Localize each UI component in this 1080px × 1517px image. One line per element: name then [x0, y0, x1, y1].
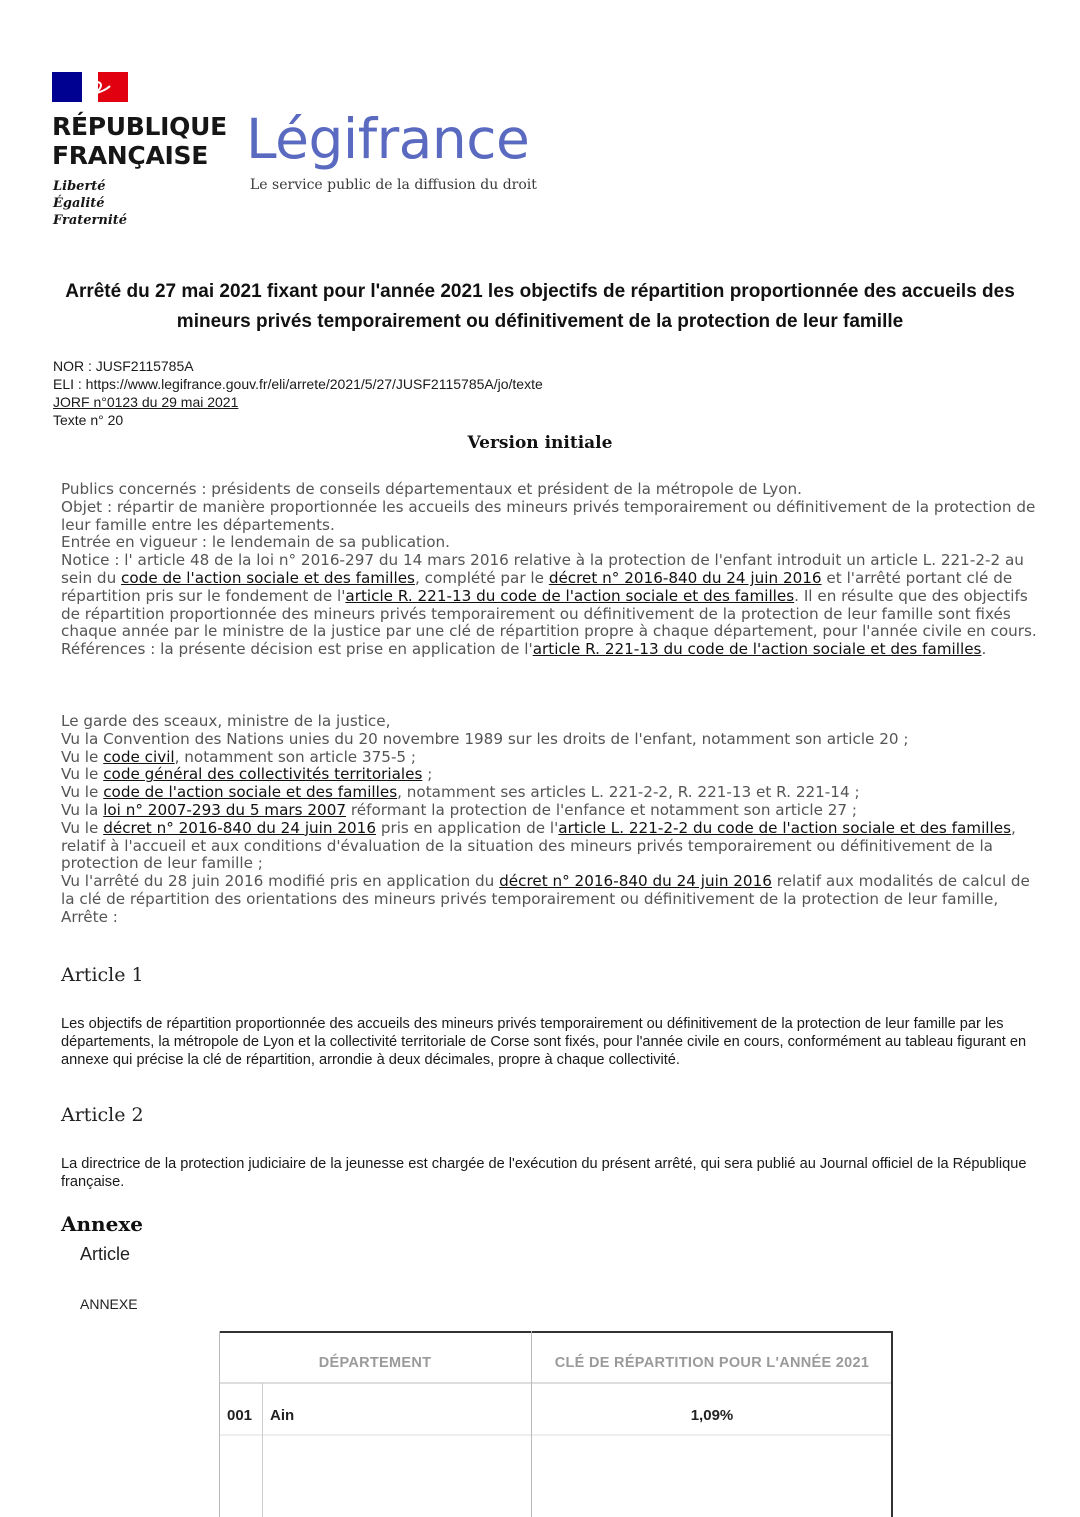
- notice-text: et l'arrêté portant clé de répartition pris sur le fondement de l': [61, 568, 1013, 605]
- repartition-table: [219, 1331, 893, 1517]
- article-1-heading: Article 1: [61, 964, 144, 986]
- header-departement: DÉPARTEMENT: [318, 1355, 432, 1371]
- annexe-article-heading: Article: [80, 1244, 131, 1264]
- row-ain-code: 001: [227, 1407, 253, 1424]
- notice-text: , complété par le: [414, 568, 549, 587]
- republic-name: RÉPUBLIQUE FRANÇAISE: [52, 112, 227, 170]
- article-l221-2-2-link[interactable]: article L. 221-2-2 du code de l'action sociale et des familles: [558, 818, 1011, 837]
- motto-egalite: Égalité: [53, 196, 105, 211]
- visa-text: Vu le: [61, 765, 104, 784]
- notice-text: . Il en résulte que des objectifs de répartition proportionnée des mineurs privés temporairement ou définitivement de la protection de leur famille sont fixés chaque année par le ministre de la justice par une clé de répartition propre à chaque département, pour l'année civile en cours.: [61, 586, 1037, 641]
- code-civil-link[interactable]: code civil: [103, 747, 175, 766]
- texte-number: Texte n° 20: [53, 412, 124, 428]
- jorf-link[interactable]: JORF n°0123 du 29 mai 2021: [53, 394, 239, 410]
- visas-block: [61, 713, 1041, 927]
- visa-code-civil: [61, 749, 1041, 767]
- motto-liberte: Liberté: [53, 179, 106, 194]
- casf-link[interactable]: code de l'action sociale et des familles: [121, 568, 415, 587]
- summary-entree: Entrée en vigueur : le lendemain de sa publication.: [61, 533, 450, 552]
- brand-tagline: Le service public de la diffusion du droit: [250, 177, 537, 193]
- row-ain-value: 1,09%: [690, 1407, 734, 1424]
- eli-reference: ELI : https://www.legifrance.gouv.fr/eli/arrete/2021/5/27/JUSF2115785A/jo/texte: [53, 376, 543, 392]
- row-ain-name: Ain: [270, 1407, 295, 1424]
- motto: [53, 178, 173, 229]
- references-text: Références : la présente décision est prise en application de l': [61, 640, 533, 659]
- arrete-label: Arrête :: [61, 907, 118, 926]
- casf-visa-link[interactable]: code de l'action sociale et des familles: [103, 783, 398, 802]
- article-1-text: Les objectifs de répartition proportionnée des accueils des mineurs privés temporairement ou définitivement de la protection de leur famille par les départements, la métropole de Lyon et la collectivité territoriale de Corse sont fixés, pour l'année civile en cours, conformément au tableau figurant en annexe qui précise la clé de répartition, arrondie à deux décimales, propre à chaque collectivité.: [61, 1016, 1027, 1068]
- decret-2016-840-visa-link[interactable]: décret n° 2016-840 du 24 juin 2016: [103, 818, 376, 837]
- annexe-heading: Annexe: [61, 1212, 143, 1236]
- cgct-link[interactable]: code général des collectivités territoriales: [103, 765, 423, 784]
- visa-convention: Vu la Convention des Nations unies du 20 novembre 1989 sur les droits de l'enfant, notamment son article 20 ;: [61, 729, 909, 748]
- annexe-label: ANNEXE: [80, 1296, 138, 1312]
- summary-notice: [61, 552, 1041, 641]
- references-article-link[interactable]: article R. 221-13 du code de l'action sociale et des familles: [532, 640, 982, 659]
- visa-loi-2007: [61, 802, 1041, 820]
- summary-references: [61, 641, 1041, 659]
- summary-publics: Publics concernés : présidents de conseils départementaux et président de la métropole de Lyon.: [61, 480, 803, 498]
- visa-casf: [61, 784, 1041, 802]
- visa-arrete-2016: [61, 873, 1041, 909]
- visa-text: Vu le: [61, 747, 104, 766]
- document-meta: [53, 357, 953, 429]
- document-title: Arrêté du 27 mai 2021 fixant pour l'année 2021 les objectifs de répartition proportionnée des accueils des mineurs privés temporairement ou définitivement de la protection de leur famille: [65, 281, 1015, 332]
- marianne-flag-icon: [52, 72, 128, 102]
- references-text: .: [981, 640, 987, 659]
- visa-text: ;: [422, 765, 433, 784]
- article-2-heading: Article 2: [61, 1104, 144, 1126]
- article-2-text: La directrice de la protection judiciaire de la jeunesse est chargée de l'exécution du présent arrêté, qui sera publié au Journal officiel de la République française.: [61, 1156, 1027, 1190]
- visa-text: Vu le: [61, 783, 104, 802]
- visa-text: Vu le: [61, 818, 104, 837]
- visa-text: Vu l'arrêté du 28 juin 2016 modifié pris en application du: [61, 872, 500, 891]
- visa-text: , relatif à l'accueil et aux conditions d'évaluation de la situation des mineurs privés temporairement ou définitivement de la protection de leur famille ;: [61, 818, 1016, 873]
- visa-text: pris en application de l': [376, 818, 559, 837]
- decret-2016-840-arrete-link[interactable]: décret n° 2016-840 du 24 juin 2016: [499, 872, 772, 891]
- nor-reference: NOR : JUSF2115785A: [53, 358, 194, 374]
- visa-text: réformant la protection de l'enfance et notamment son article 27 ;: [346, 800, 858, 819]
- loi-2007-293-link[interactable]: loi n° 2007-293 du 5 mars 2007: [103, 800, 347, 819]
- visa-intro: Le garde des sceaux, ministre de la justice,: [61, 712, 391, 730]
- visa-text: , notamment son article 375-5 ;: [174, 747, 417, 766]
- visa-cgct: [61, 766, 1041, 784]
- motto-fraternite: Fraternité: [53, 213, 128, 228]
- visa-text: , notamment ses articles L. 221-2-2, R. 221-13 et R. 221-14 ;: [397, 783, 860, 802]
- visa-text: relatif aux modalités de calcul de la clé de répartition des orientations des mineurs privés temporairement ou définitivement de la protection de leur famille,: [61, 872, 1030, 908]
- decret-2016-840-link[interactable]: décret n° 2016-840 du 24 juin 2016: [548, 568, 822, 587]
- notice-text: Notice : l' article 48 de la loi n° 2016-297 du 14 mars 2016 relative à la protection de l'enfant introduit un article L. 221-2-2 au sein du: [61, 551, 1024, 587]
- legifrance-brand: Légifrance: [246, 107, 530, 171]
- header-cle-repartition: CLÉ DE RÉPARTITION POUR L'ANNÉE 2021: [554, 1355, 870, 1371]
- visa-text: Vu la: [61, 800, 104, 819]
- version-label: Version initiale: [467, 433, 613, 453]
- article-r221-13-link[interactable]: article R. 221-13 du code de l'action sociale et des familles: [345, 586, 795, 605]
- visa-decret-2016: [61, 820, 1041, 873]
- summary-objet: Objet : répartir de manière proportionnée les accueils des mineurs privés temporairement ou définitivement de la protection de leur famille entre les départements.: [61, 497, 1036, 534]
- summary-block: [61, 481, 1041, 659]
